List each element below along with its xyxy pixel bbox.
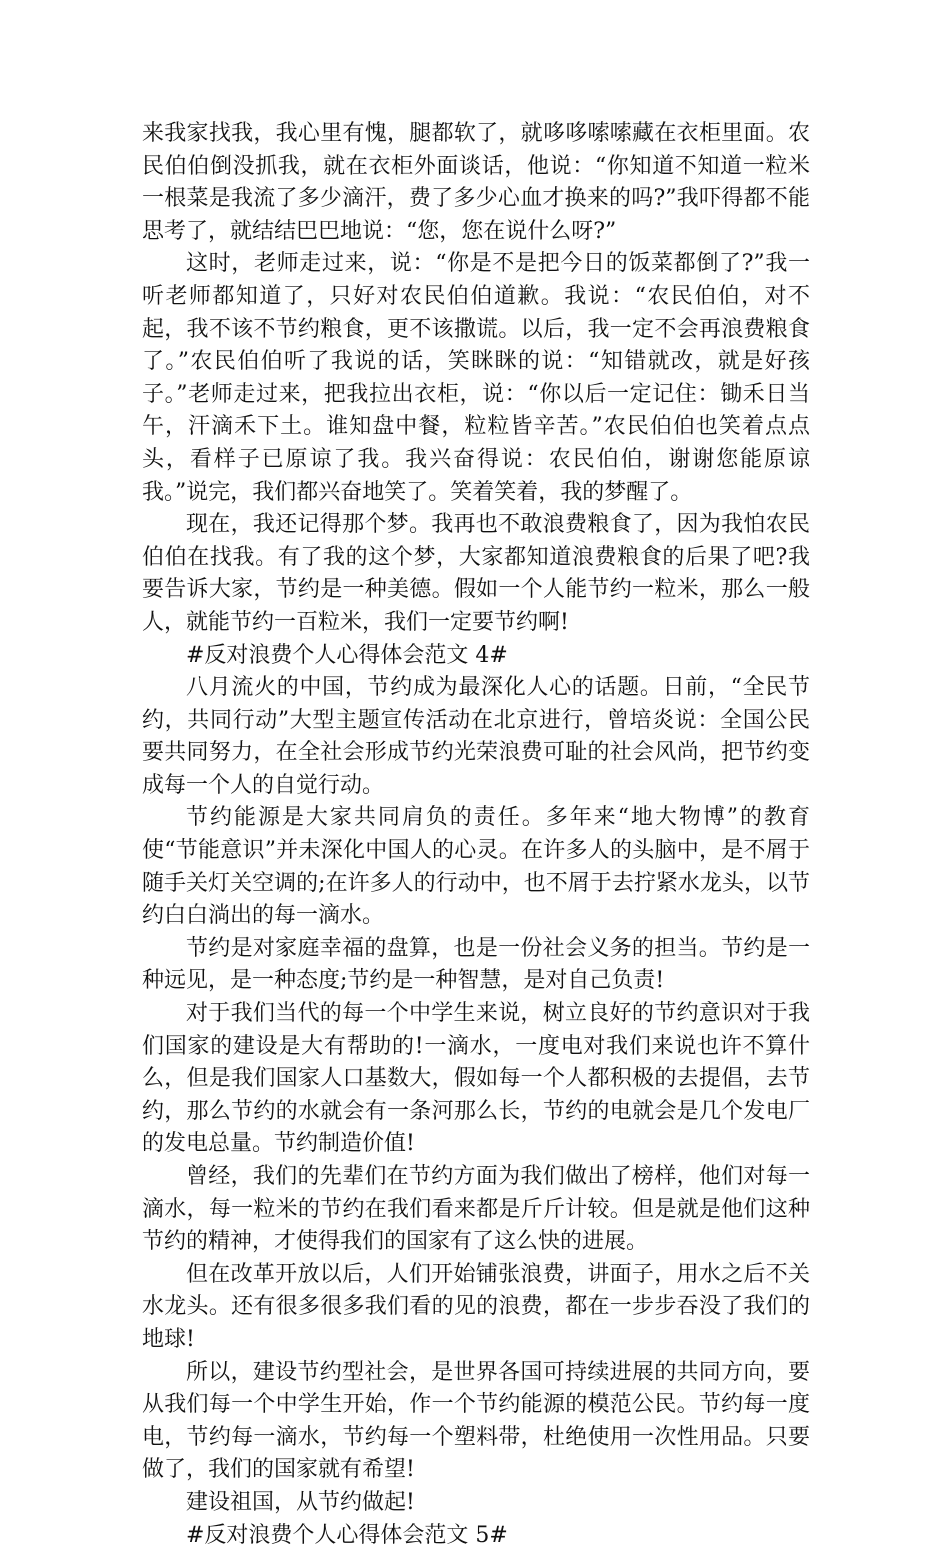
paragraph-teacher-apology: 这时，老师走过来，说：“你是不是把今日的饭菜都倒了?”我一听老师都知道了，只好对农民伯伯道歉。我说：“农民伯伯，对不起，我不该不节约粮食，更不该撒谎。以后，我一定不会再浪费粮食了。”农民伯伯听了我说的话，笑眯眯的说：“知错就改，就是好孩子。”老师走过来，把我拉出衣柜，说：“你以后一定记住：锄禾日当午，汗滴禾下土。谁知盘中餐，粒粒皆辛苦。”农民伯伯也笑着点点头，看样子已原谅了我。我兴奋得说：农民伯伯，谢谢您能原谅我。”说完，我们都兴奋地笑了。笑着笑着，我的梦醒了。 xyxy=(142,251,810,505)
section-heading-essay-4: #反对浪费个人心得体会范文 4# xyxy=(186,642,508,668)
paragraph-energy-responsibility: 节约能源是大家共同肩负的责任。多年来“地大物博”的教育使“节能意识”并未深化中国人的心灵。在许多人的头脑中，是不屑于随手关灯关空调的;在许多人的行动中，也不屑于去拧紧水龙头，以节约白白淌出的每一滴水。 xyxy=(142,805,810,929)
paragraph-reform-waste: 但在改革开放以后，人们开始铺张浪费，讲面子，用水之后不关水龙头。还有很多很多我们看的见的浪费，都在一步步吞没了我们的地球! xyxy=(142,1261,810,1352)
section-heading-essay-5: #反对浪费个人心得体会范文 5# xyxy=(186,1522,508,1548)
paragraph-conservation-society: 所以，建设节约型社会，是世界各国可持续进展的共同方向，要从我们每一个中学生开始，作一个节约能源的模范公民。节约每一度电，节约每一滴水，节约每一个塑料带，杜绝使用一次性用品。只要做了，我们的国家就有希望! xyxy=(142,1359,810,1483)
paragraph-family-happiness: 节约是对家庭幸福的盘算，也是一份社会义务的担当。节约是一种远见，是一种态度;节约是一种智慧，是对自己负责! xyxy=(142,935,810,994)
paragraph-dream-closet: 来我家找我，我心里有愧，腿都软了，就哆哆嗦嗦藏在衣柜里面。农民伯伯倒没抓我，就在衣柜外面谈话，他说：“你知道不知道一粒米一根菜是我流了多少滴汗，费了多少心血才换来的吗?”我吓得都不能思考了，就结结巴巴地说：“您，您在说什么呀?” xyxy=(142,121,810,244)
paragraph-build-country: 建设祖国，从节约做起! xyxy=(186,1489,415,1515)
document-body xyxy=(142,118,810,1552)
paragraph-remember-dream: 现在，我还记得那个梦。我再也不敢浪费粮食了，因为我怕农民伯伯在找我。有了我的这个梦，大家都知道浪费粮食的后果了吧?我要告诉大家，节约是一种美德。假如一个人能节约一粒米，那么一般人，就能节约一百粒米，我们一定要节约啊! xyxy=(142,512,810,635)
paragraph-august-china: 八月流火的中国，节约成为最深化人心的话题。日前，“全民节约，共同行动”大型主题宣传活动在北京进行，曾培炎说：全国公民要共同努力，在全社会形成节约光荣浪费可耻的社会风尚，把节约变成每一个人的自觉行动。 xyxy=(142,675,810,798)
paragraph-students-awareness: 对于我们当代的每一个中学生来说，树立良好的节约意识对于我们国家的建设是大有帮助的!一滴水，一度电对我们来说也许不算什么，但是我们国家人口基数大，假如每一个人都积极的去提倡，去节约，那么节约的水就会有一条河那么长，节约的电就会是几个发电厂的发电总量。节约制造价值! xyxy=(142,1001,810,1157)
paragraph-ancestors-example: 曾经，我们的先辈们在节约方面为我们做出了榜样，他们对每一滴水，每一粒米的节约在我们看来都是斤斤计较。但是就是他们这种节约的精神，才使得我们的国家有了这么快的进展。 xyxy=(142,1164,810,1255)
